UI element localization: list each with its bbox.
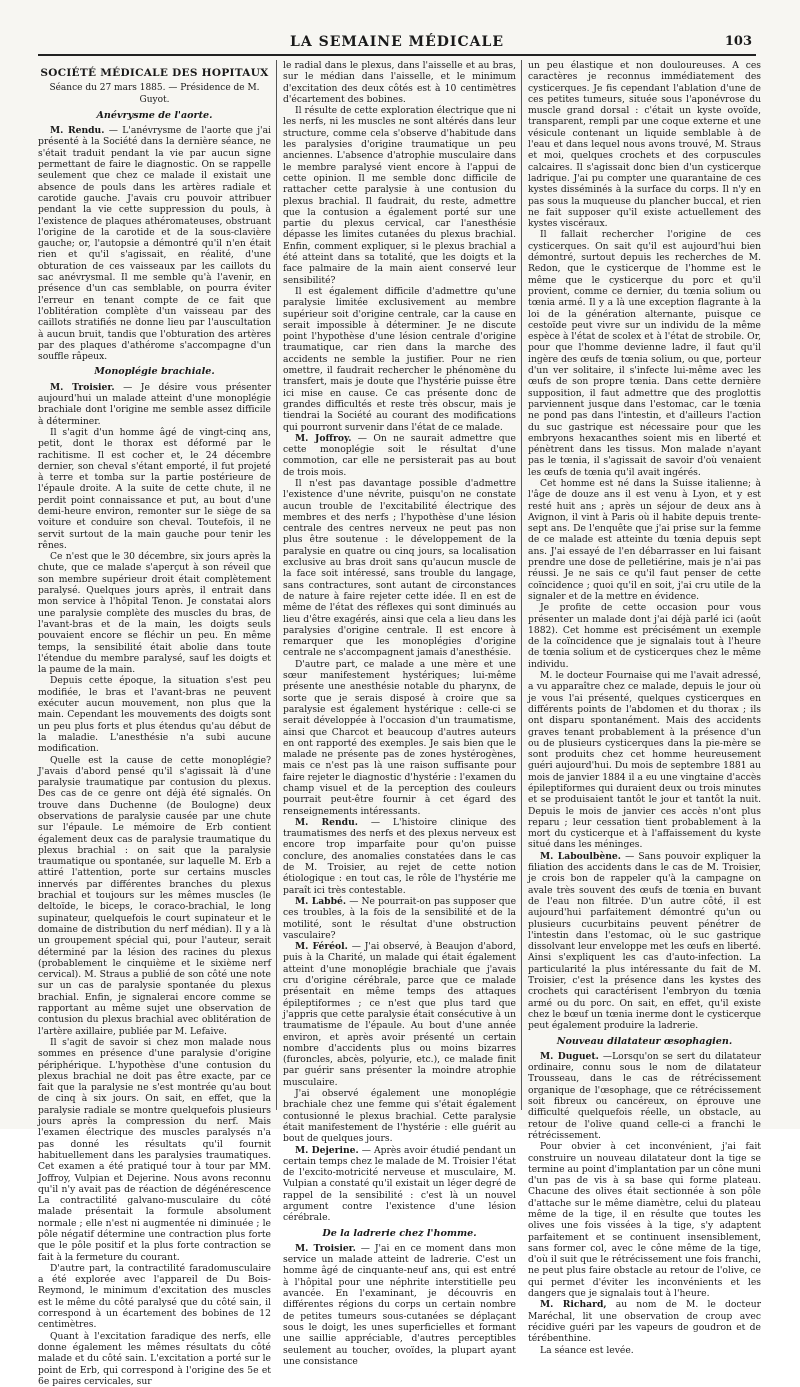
paragraph: M. le docteur Fournaise qui me l'avait adressé, a vu apparaître chez ce malade, depuis le jour où je vous l'ai présenté, quelques cysticerques en différents points de l'abdomen et du thorax ; ils ont disparu spontanément. Mais des accidents graves tenant probablement à la présence d'un ou de plusieurs cysticerques dans la pie-mère se sont produits chez cet homme heureusement guéri aujourd'hui. Du mois de septembre 1881 au mois de janvier 1884 il a eu une vingtaine d'accès épileptiformes qui duraient deux ou trois minutes et se produisaient tantôt le jour et tantôt la nuit. Depuis le mois de janvier ces accès n'ont plus reparu ; leur cessation tient probablement à la mort du cysticerque et à l'affaissement du kyste situé dans les méninges. [528, 670, 761, 851]
paragraph-text: — J'ai observé, à Beaujon d'abord, puis à la Charité, un malade qui était également atteint d'une monoplégie brachiale que j'avais cru d'origine cérébrale, parce que ce malade présentait en même temps des attaques épileptiformes ; ce n'est que plus tard que j'appris que cette paralysie était consécutive à un traumatisme de l'épaule. Au bout d'une année environ, et après avoir présenté un certain nombre d'accidents plus ou moins bizarres (furoncles, abcès, polyurie, etc.), ce malade finit par guérir sans présenter la moindre atrophie musculaire. [283, 941, 516, 1088]
paragraph-text: au nom de M. le docteur Maréchal, lit une observation de croup avec récidive guéri par les vapeurs de goudron et de térébenthine. [528, 1299, 761, 1345]
paragraph [528, 851, 761, 1032]
paragraph: Quelle est la cause de cette monoplégie? J'avais d'abord pensé qu'il s'agissait là d'une paralysie traumatique par contusion du plexus. Des cas de ce genre ont déjà été signalés. On trouve dans Duchenne (de Boulogne) deux observations de paralysie causée par une chute sur l'épaule. Le mémoire de Erb contient également deux cas de paralysie traumatique du plexus brachial : on sait que la paralysie traumatique ou spontanée, sur laquelle M. Erb a attiré l'attention, porte sur certains muscles innervés par différentes branches du plexus brachial et toujours sur les mêmes muscles (le deltoïde, le biceps, le coraco-brachial, le long supinateur, quelquefois le court supinateur et le domaine de distribution du nerf médian). Il y a là un groupement spécial qui, pour l'auteur, serait déterminé par la lésion des racines du plexus (probablement le cinquième et le sixième nerf cervical). M. Straus a publié de son côté une note sur un cas de paralysie spontanée du plexus brachial. Enfin, je signalerai encore comme se rapportant au même sujet une observation de contusion du plexus brachial avec oblitération de l'artère axillaire, publiée par M. Lefaive. [38, 754, 271, 1037]
paragraph: Quant à l'excitation faradique des nerfs, elle donne également les mêmes résultats du côté malade et du côté sain. L'excitation a porté sur le point de Erb, qui correspond à l'origine des 5e et 6e paires cervicales, sur [38, 1330, 271, 1387]
paragraph [38, 125, 271, 362]
column-1 [38, 60, 271, 1387]
paragraph-text: — Ne pourrait-on pas supposer que ces troubles, à la fois de la sensibilité et de la motilité, sont le résultat d'une obstruction vasculaire? [283, 895, 517, 941]
paragraph-text: — Après avoir étudié pendant un certain temps chez le malade de M. Troisier l'état de l'excito-motricité nerveuse et musculaire, M. Vulpian a constaté qu'il existait un léger degré de rappel de la sensibilité : c'est là un nouvel argument contre l'existence d'une lésion cérébrale. [283, 1144, 516, 1224]
speaker-name: M. Duguet. [540, 1050, 599, 1062]
speaker-name: M. Laboulbène. [540, 850, 621, 862]
paragraph-text: — L'anévrysme de l'aorte que j'ai présenté à la Société dans la dernière séance, ne s'était traduit pendant la vie par aucun signe permettant de faire le diagnostic. On se rappelle seulement que chez ce malade il existait une absence de pouls dans les artères radiale et carotide gauche. J'avais cru pouvoir attribuer pendant la vie cette suppression du pouls, à l'existence de plaques athéromateuses, obstruant l'origine de la carotide et de la sous-clavière gauche; or, l'autopsie a démontré qu'il n'en était rien et qu'il s'agissait, en réalité, d'une obturation de ces vaisseaux par les caillots du sac anévrysmal. Il me semble qu'à l'avenir, en présence d'un cas semblable, on pourra éviter l'erreur en tenant compte de ce fait que l'oblitération complète d'un vaisseau par des caillots stratifiés ne donne lieu par l'auscultation à aucun bruit, tandis que l'obturation des artères par des plaques d'athérome s'accompagne d'un souffle râpeux. [38, 125, 271, 363]
paragraph-text: — Je désire vous présenter aujourd'hui un malade atteint d'une monoplégie brachiale dont l'origine me semble assez difficile à déterminer. [38, 381, 271, 427]
paragraph: Il fallait rechercher l'origine de ces cysticerques. On sait qu'il est aujourd'hui bien démontré, surtout depuis les recherches de M. Redon, que le cysticerque de l'homme est le même que le cysticerque du porc et qu'il provient, comme ce dernier, du tœnia solium ou tœnia armé. Il y a là une exception flagrante à la loi de la génération alternante, puisque ce cestoïde peut vivre sur un individu de la même espèce à l'état de scolex et à l'état de strobile. Or, pour que l'homme devienne ladre, il faut qu'il ingère des œufs de tœnia solium, ou que, porteur d'un ver solitaire, il s'infecte lui-même avec les œufs de son propre tœnia. Dans cette dernière supposition, il faut admettre que des proglottis parviennent jusque dans l'estomac, car le tœnia ne pond pas dans l'intestin, et d'ailleurs l'action du suc gastrique est nécessaire pour que les embryons hexacanthes soient mis en liberté et pénètrent dans les tissus. Mon malade n'ayant pas le tœnia, il s'agissait de savoir d'où venaient les œufs de tœnia qu'il avait ingérés. [528, 229, 761, 478]
paragraph [528, 1299, 761, 1344]
paragraph: Il s'agit de savoir si chez mon malade nous sommes en présence d'une paralysie d'origine périphérique. L'hypothèse d'une contusion du plexus brachial ne doit pas être exacte, par ce fait que la paralysie ne s'est montrée qu'au bout de cinq à six jours. On sait, en effet, que la paralysie radiale se montre quelquefois plusieurs jours après la compression du nerf. Mais l'examen électrique des muscles paralysés n'a pas donné les résultats qu'il fournit habituellement dans les paralysies traumatiques. Cet examen a été pratiqué tour à tour par MM. Joffroy, Vulpian et Dejerine. Nous avons reconnu qu'il n'y avait pas de réaction de dégénérescence La contractilité galvano-musculaire du côté malade présentait la formule absolument normale ; elle n'est ni augmentée ni diminuée ; le pôle négatif détermine une contraction plus forte que le pôle positif et la plus forte contraction se fait à la fermeture du courant. [38, 1036, 271, 1263]
closing-line: La séance est levée. [540, 1344, 634, 1356]
paragraph: Cet homme est né dans la Suisse italienne; à l'âge de douze ans il est venu à Lyon, et y est resté huit ans ; après un séjour de deux ans à Avignon, il vint à Paris où il habite depuis trente-sept ans. De l'enquête que j'ai prise sur la femme de ce malade est atteinte du tœnia depuis sept ans. J'ai essayé de l'en débarrasser en lui faisant prendre une dose de pelletiérine, mais je n'ai pas réussi. Je ne sais ce qu'il faut penser de cette coïncidence ; quoi qu'il en soit, j'ai cru utile de la signaler et de la mettre en évidence. [528, 477, 761, 602]
speaker-name: M. Rendu. [50, 125, 105, 137]
section-heading: Monoplégie brachiale. [94, 366, 215, 378]
paragraph: Il est également difficile d'admettre qu'une paralysie limitée exclusivement au membre supérieur soit d'origine centrale, car la cause en serait impossible à déterminer. Je ne discute point l'hypothèse d'une lésion centrale d'origine traumatique, car rien dans la marche des accidents ne semble la justifier. Pour ne rien omettre, il faudrait rechercher le phénomène du transfert, mais je doute que l'hystérie puisse être ici mise en cause. Ce cas présente donc de grandes difficultés et reste très obscur, mais je tiendrai la Société au courant des modifications qui pourront survenir dans l'état de ce malade. [283, 285, 516, 433]
paragraph: J'ai observé également une monoplégie brachiale chez une femme qui s'était également contusionné le plexus brachial. Cette paralysie était manifestement de l'hystérie : elle guérit au bout de quelques jours. [283, 1088, 516, 1145]
paragraph [283, 896, 516, 941]
paragraph-text: — L'histoire clinique des traumatismes des nerfs et des plexus nerveux est encore trop imparfaite pour qu'on puisse conclure, des anomalies constatées dans le cas de M. Troisier, au rejet de cette notion étiologique : en tout cas, le rôle de l'hystérie me paraît ici très contestable. [283, 816, 516, 896]
paragraph [283, 941, 516, 1088]
section-heading: Nouveau dilatateur œsophagien. [556, 1035, 733, 1047]
speaker-name: M. Rendu. [295, 816, 358, 828]
paragraph: Il s'agit d'un homme âgé de vingt-cinq ans, petit, dont le thorax est déformé par le rachitisme. Il est cocher et, le 24 décembre dernier, son cheval s'étant emporté, il fut projeté à terre et tomba sur la partie postérieure de l'épaule droite. A la suite de cette chute, il ne perdit point connaissance et put, au bout d'une demi-heure environ, remonter sur le siège de sa voiture et conduire son cheval. Toutefois, il ne servit surtout de la main gauche pour tenir les rênes. [38, 426, 271, 551]
speaker-name: M. Joffroy. [295, 432, 352, 444]
speaker-name: M. Dejerine. [295, 1144, 359, 1156]
column-rule [521, 60, 522, 1110]
paragraph [283, 433, 516, 478]
paragraph [283, 1145, 516, 1224]
paragraph: Je profite de cette occasion pour vous présenter un malade dont j'ai déjà parlé ici (août 1882). Cet homme est précisément un exemple de la coïncidence que je signalais tout à l'heure de tœnia solium et de cysticerques chez le même individu. [528, 602, 761, 670]
paragraph: Pour obvier à cet inconvénient, j'ai fait construire un nouveau dilatateur dont la tige se termine au point d'implantation par un cône muni d'un pas de vis à sa base qui forme plateau. Chacune des olives était sectionnée à son pôle d'attache sur le même diamètre, celui du plateau même de la tige, il en résulte que toutes les olives une fois vissées à la tige, s'y adaptent parfaitement et se continuent insensiblement, sans former col, avec le cône même de la tige, d'où il suit que le rétrécissement une fois franchi, ne peut plus faire obstacle au retour de l'olive, ce qui permet d'éviter les inconvénients et les dangers que je signalais tout à l'heure. [528, 1141, 761, 1300]
paragraph [283, 1243, 516, 1367]
column-2 [283, 60, 517, 1367]
paragraph: Il n'est pas davantage possible d'admettre l'existence d'une névrite, puisqu'on ne constate aucun trouble de l'excitabilité électrique des membres et des nerfs ; l'hypothèse d'une lésion centrale des centres nerveux ne peut pas non plus être soutenue : le développement de la paralysie en quatre ou cinq jours, sa localisation exclusive au bras droit sans qu'aucun muscle de la face soit intéressé, sans trouble du langage, sans contractures, sont autant de circonstances de nature à faire rejeter cette idée. Il en est de même de l'état des réflexes qui sont diminués au lieu d'être exagérés, ainsi que cela a lieu dans les paralysies d'origine centrale. Il est encore à remarquer que les monoplégies d'origine centrale ne s'accompagnent jamais d'anesthésie. [283, 477, 516, 659]
paragraph: un peu élastique et non douloureuses. A ces caractères je reconnus immédiatement des cysticerques. Je fis cependant l'ablation d'une de ces petites tumeurs, située sous l'aponévrose du muscle grand dorsal : c'était un kyste ovoïde, transparent, rempli par une coque externe et une vésicule contenant un liquide semblable à de l'eau et dans lequel nous avons trouvé, M. Straus et moi, quelques crochets et des corpuscules calcaires. Il s'agissait donc bien d'un cysticerque ladrique. J'ai pu compter une quarantaine de ces kystes disséminés à la surface du corps. Il n'y en pas sous la muqueuse du plancher buccal, et rien ne fait supposer qu'il existe actuellement des kystes viscéraux. [528, 60, 761, 230]
column-3 [528, 60, 762, 1356]
column-rule [276, 60, 277, 1110]
speaker-name: M. Labbé. [295, 895, 347, 907]
paragraph: Il résulte de cette exploration électrique que ni les nerfs, ni les muscles ne sont altérés dans leur structure, comme cela s'observe d'habitude dans les paralysies d'origine traumatique un peu anciennes. L'absence d'atrophie musculaire dans le membre paralysé vient encore à l'appui de cette opinion. Il me semble donc difficile de rattacher cette paralysie à une contusion du plexus brachial. Il faudrait, du reste, admettre que la contusion a également porté sur une partie du plexus cervical, car l'anesthésie dépasse les limites cutanées du plexus brachial. Enfin, comment expliquer, si le plexus brachial a été atteint dans sa totalité, que les doigts et la face palmaire de la main aient conservé leur sensibilité? [283, 105, 516, 286]
section-heading: Anévrysme de l'aorte. [96, 109, 213, 121]
paragraph: D'autre part, ce malade a une mère et une sœur manifestement hystériques; lui-même présente une anesthésie notable du pharynx, de sorte que je serais disposé à croire que sa paralysie est également hystérique : celle-ci se serait développée à l'occasion d'un traumatisme, ainsi que Charcot et beaucoup d'autres auteurs en ont rapporté des exemples. Je sais bien que le malade ne présente pas de zones hystérogènes, mais ce n'est pas là une raison suffisante pour faire rejeter le diagnostic d'hystérie : l'examen du champ visuel et de la perception des couleurs pourrait peut-être fournir à cet égard des renseignements intéressants. [283, 658, 516, 817]
paragraph [38, 382, 271, 427]
paragraph [283, 817, 516, 896]
paragraph-text: — Sans pouvoir expliquer la filiation des accidents dans le cas de M. Troisier, je crois bon de rappeler qu'à la campagne on avale très souvent des œufs de tœnia en buvant de l'eau non filtrée. D'un autre côté, il est aujourd'hui parfaitement démontré qu'un ou plusieurs cucurbitains peuvent pénétrer de l'intestin dans l'estomac, où le suc gastrique dissolvant leur enveloppe met les œufs en liberté. Ainsi s'expliquent les cas d'auto-infection. La particularité la plus intéressante du fait de M. Troisier, c'est la présence dans les kystes des crochets qui caractérisent l'embryon du tœnia armé ou du porc. On sait, en effet, qu'il existe chez le bœuf un tœnia inerme dont le cysticerque peut également produire la ladrerie. [528, 850, 762, 1032]
paragraph: Depuis cette époque, la situation s'est peu modifiée, le bras et l'avant-bras ne peuvent exécuter aucun mouvement, non plus que la main. Cependant les mouvements des doigts sont un peu plus forts et plus étendus qu'au début de la maladie. L'anesthésie n'a subi aucune modification. [38, 675, 271, 755]
paragraph [528, 1051, 761, 1141]
section-heading: De la ladrerie chez l'homme. [322, 1227, 477, 1239]
paragraph: Ce n'est que le 30 décembre, six jours après la chute, que ce malade s'aperçut à son réveil que son membre supérieur droit était complètement paralysé. Quelques jours après, il entrait dans mon service à l'hôpital Tenon. Je constatai alors une paralysie complète des muscles du bras, de l'avant-bras et de la main, les doigts seuls pouvaient encore se fléchir un peu. En même temps, la sensibilité était abolie dans toute l'étendue du membre paralysé, sauf les doigts et la paume de la main. [38, 551, 271, 676]
paragraph-text: — J'ai en ce moment dans mon service un malade atteint de ladrerie. C'est un homme âgé de cinquante-neuf ans, qui est entré à l'hôpital pour une néphrite interstitielle peu avancée. En l'examinant, je découvris en différentes régions du corps un certain nombre de petites tumeurs sous-cutanées se déplaçant sous le doigt, les unes superficielles et formant une saillie appréciable, d'autres perceptibles seulement au toucher, ovoïdes, la plupart ayant une consistance [283, 1242, 516, 1367]
paragraph: D'autre part, la contractilité faradomusculaire a été explorée avec l'appareil de Du Bois-Reymond, le minimum d'excitation des muscles est le même du côté paralysé que du côté sain, il correspond à un écartement des bobines de 12 centimètres. [38, 1262, 271, 1331]
paragraph-text: —Lorsqu'on se sert du dilatateur ordinaire, connu sous le nom de dilatateur Trousseau, dans le cas de rétrécissement organique de l'œsophage, que ce rétrécissement soit fibreux ou cancéreux, on éprouve une difficulté quelquefois réelle, un obstacle, au retour de l'olive quand celle-ci a franchi le rétrécissement. [528, 1050, 761, 1141]
page-number: 103 [724, 34, 752, 49]
paragraph-text: — On ne saurait admettre que cette monoplégie soit le résultat d'une commotion, car elle ne persisterait pas au bout de trois mois. [283, 432, 516, 478]
society-heading: SOCIÉTÉ MÉDICALE DES HOPITAUX [40, 67, 269, 79]
paragraph: le radial dans le plexus, dans l'aisselle et au bras, sur le médian dans l'aisselle, et le minimum d'excitation des deux côtés est à 10 centimètres d'écartement des bobines. [283, 60, 516, 105]
speaker-name: M. Richard, [540, 1299, 607, 1311]
speaker-name: M. Troisier. [50, 381, 115, 393]
speaker-name: M. Troisier. [295, 1242, 356, 1254]
journal-title: LA SEMAINE MÉDICALE [290, 34, 504, 50]
running-header [38, 32, 756, 56]
session-line: Séance du 27 mars 1885. — Présidence de M. Guyot. [49, 83, 260, 105]
speaker-name: M. Féréol. [295, 941, 348, 953]
